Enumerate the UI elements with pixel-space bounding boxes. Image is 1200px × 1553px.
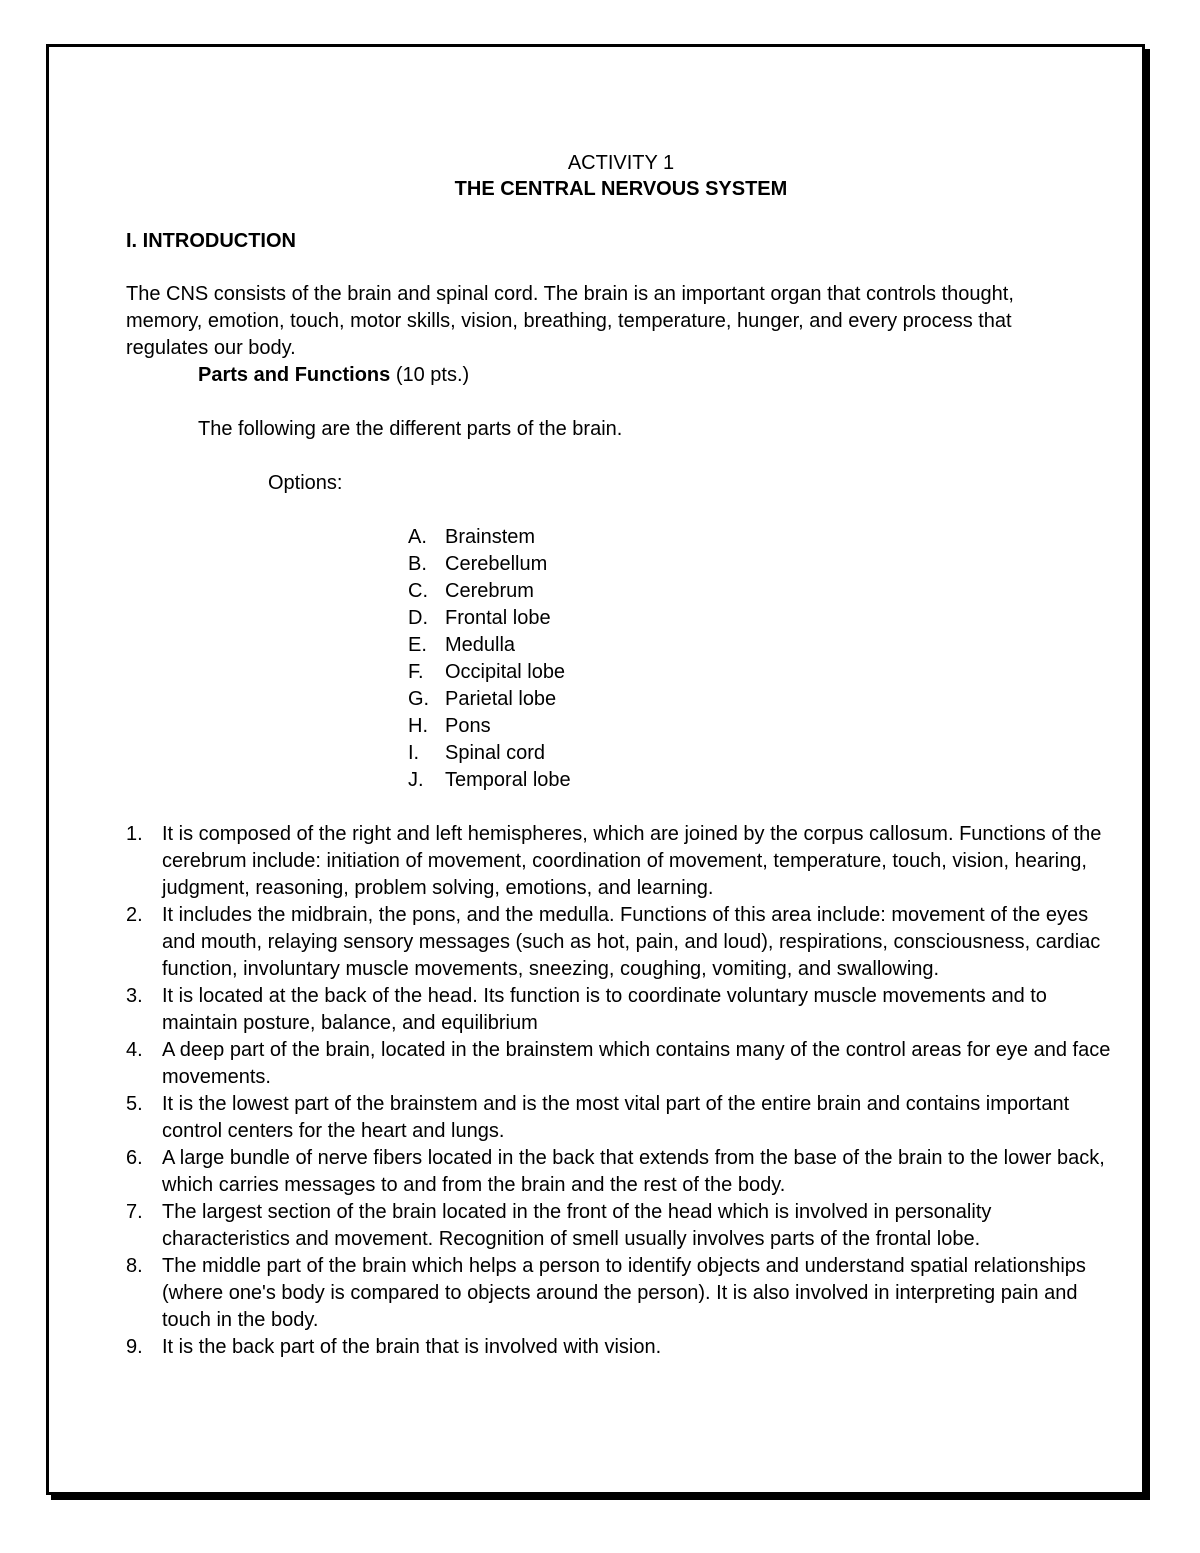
option-text: Medulla [445,634,516,656]
question-number: 1. [126,823,143,845]
question-text: It is composed of the right and left hemispheres, which are joined by the corpus callosum. Functions of the cerebrum include: initiation of movement, coordination of movement, temperature, touch, vision, hearing, judgment, reasoning, problem solving, emotions, and learning. [162,823,1102,899]
question-number: 6. [126,1147,143,1169]
option-letter: A. [408,526,427,548]
question-item [126,1199,1116,1253]
question-number: 9. [126,1336,143,1358]
option-text: Occipital lobe [445,661,566,683]
question-number: 4. [126,1039,143,1061]
option-letter: J. [408,769,424,791]
option-letter: C. [408,580,428,602]
question-text: It is located at the back of the head. Its function is to coordinate voluntary muscle movements and to maintain posture, balance, and equilibrium [162,985,1047,1034]
option-text: Parietal lobe [445,688,557,710]
options-list [408,524,1116,794]
option-letter: B. [408,553,427,575]
question-item [126,821,1116,902]
option-text: Temporal lobe [445,769,571,791]
question-text: A deep part of the brain, located in the brainstem which contains many of the control areas for eye and face movements. [162,1039,1111,1088]
option-item [408,686,1116,713]
option-text: Pons [445,715,491,737]
parts-heading: Parts and Functions [198,364,391,386]
parts-lead-text: The following are the different parts of the brain. [198,418,623,440]
parts-points: (10 pts.) [395,364,470,386]
option-item [408,632,1116,659]
question-item [126,983,1116,1037]
question-text: It is the back part of the brain that is involved with vision. [162,1336,662,1358]
option-letter: H. [408,715,428,737]
option-letter: D. [408,607,428,629]
questions-list [126,821,1116,1361]
question-text: It is the lowest part of the brainstem and is the most vital part of the entire brain and contains important control centers for the heart and lungs. [162,1093,1070,1142]
options-label: Options: [268,472,343,494]
question-item [126,1037,1116,1091]
question-item [126,1253,1116,1334]
option-letter: E. [408,634,427,656]
question-number: 8. [126,1255,143,1277]
option-text: Brainstem [445,526,536,548]
option-item [408,524,1116,551]
question-text: The middle part of the brain which helps a person to identify objects and understand spatial relationships (where one's body is compared to objects around the person). It is also involved in interpreting pain and touch in the body. [162,1255,1086,1331]
option-letter: G. [408,688,430,710]
option-text: Frontal lobe [445,607,551,629]
option-item [408,713,1116,740]
option-text: Cerebrum [445,580,534,602]
option-text: Spinal cord [445,742,546,764]
document-title: THE CENTRAL NERVOUS SYSTEM [454,178,788,200]
introduction-paragraph: The CNS consists of the brain and spinal cord. The brain is an important organ that controls thought, memory, emotion, touch, motor skills, vision, breathing, temperature, hunger, and every process that regulates our body. [126,283,1014,359]
question-number: 7. [126,1201,143,1223]
question-text: The largest section of the brain located in the front of the head which is involved in personality characteristics and movement. Recognition of smell usually involves parts of the frontal lobe. [162,1201,992,1250]
option-item [408,740,1116,767]
question-text: It includes the midbrain, the pons, and the medulla. Functions of this area include: movement of the eyes and mouth, relaying sensory messages (such as hot, pain, and loud), respirations, consciousness, cardiac function, involuntary muscle movements, sneezing, coughing, vomiting, and swallowing. [162,904,1101,980]
activity-label: ACTIVITY 1 [567,152,675,174]
question-item [126,1091,1116,1145]
question-number: 2. [126,904,143,926]
question-number: 5. [126,1093,143,1115]
option-item [408,578,1116,605]
option-item [408,551,1116,578]
document-content [126,150,1116,1361]
option-item [408,605,1116,632]
option-item [408,767,1116,794]
question-text: A large bundle of nerve fibers located in the back that extends from the base of the brain to the lower back, which carries messages to and from the brain and the rest of the body. [162,1147,1105,1196]
option-item [408,659,1116,686]
option-text: Cerebellum [445,553,548,575]
introduction-heading: I. INTRODUCTION [126,230,296,252]
question-item [126,1334,1116,1361]
question-item [126,1145,1116,1199]
question-number: 3. [126,985,143,1007]
option-letter: F. [408,661,424,683]
question-item [126,902,1116,983]
option-letter: I. [408,742,420,764]
parts-and-functions-line [198,362,1116,389]
